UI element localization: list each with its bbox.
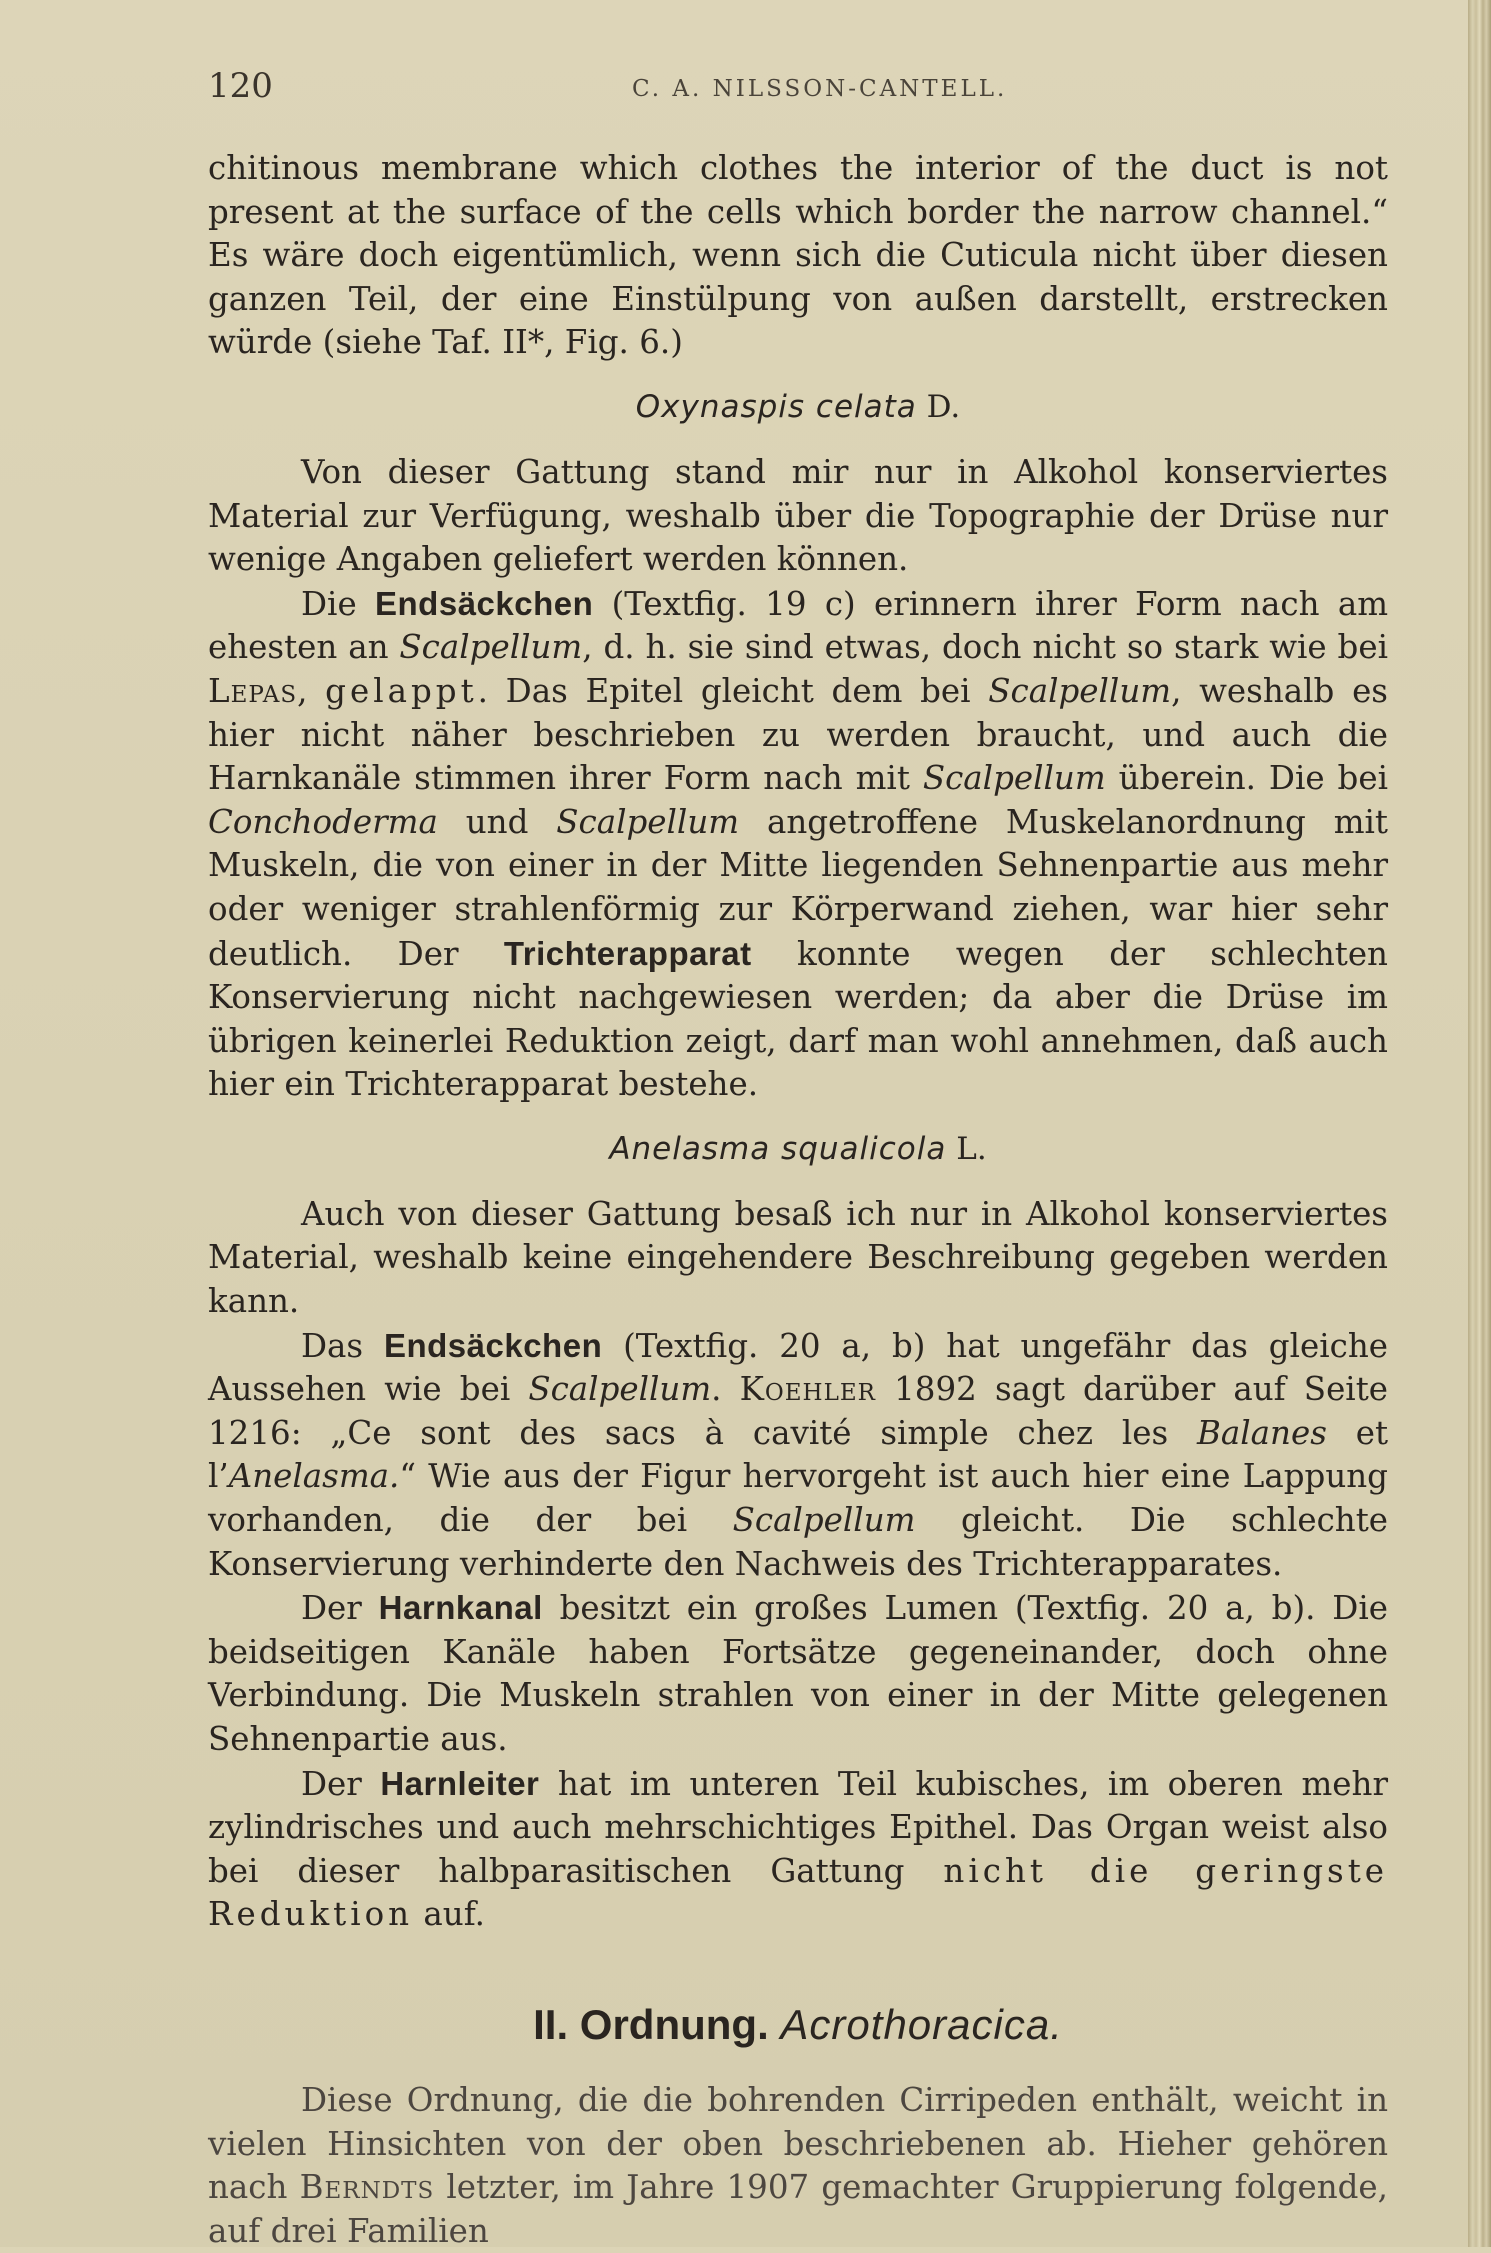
text-run: besitzt ein großes Lumen (Textfig. 20 a, b). Die beidseitigen Kanäle haben Fortsätze gegeneinander, doch ohne Verbindung. Die Muskeln strahlen von einer in der Mitte gelegenen Sehnenpartie aus. — [208, 1589, 1388, 1758]
genus-name: Oxynaspis celata — [635, 388, 917, 425]
spaced-emphasis: nicht die geringste Reduktion — [208, 1851, 1388, 1934]
paragraph-harnleiter — [208, 1762, 1388, 1937]
genus-author: D. — [916, 388, 961, 425]
text-run: Der — [301, 1589, 379, 1628]
text-run: letzter, im Jahre 1907 gemachter Gruppierung folgende, auf drei Familien — [208, 2168, 1388, 2250]
section-heading-anelasma — [208, 1128, 1388, 1171]
genus-author: L. — [946, 1130, 987, 1167]
italic-genus: Anelasma. — [228, 1457, 400, 1496]
section-heading-oxynaspis — [208, 386, 1388, 429]
text-run: Der — [301, 1764, 381, 1803]
order-heading — [208, 1999, 1388, 2051]
text-run: , weshalb es hier nicht näher beschrieben zu werden braucht, und auch die Harnkanäle stimmen ihrer Form nach mit — [208, 671, 1388, 798]
paragraph-anelasma-endsaeckchen — [208, 1324, 1388, 1587]
text-run: (Textfig. 20 a, b) hat ungefähr das gleiche Aussehen wie bei — [208, 1326, 1388, 1409]
order-name: Acrothoracica. — [780, 2000, 1063, 2048]
italic-genus: Conchoderma — [208, 802, 438, 841]
term-endsaeckchen: Endsäckchen — [375, 584, 594, 622]
genus-name: Anelasma squalicola — [609, 1130, 947, 1167]
text-run: Die — [301, 584, 376, 623]
text-run: auf. — [413, 1895, 485, 1934]
paragraph-harnkanal — [208, 1586, 1388, 1761]
spaced-emphasis: gelappt — [325, 671, 478, 710]
text-run: Diese Ordnung, die die bohrenden Cirripeden enthält, weicht in vielen Hinsichten von der oben beschriebenen ab. Hieher gehören nach — [208, 2080, 1388, 2207]
text-run: , — [297, 671, 326, 710]
running-head: C. A. NILSSON-CANTELL. — [632, 76, 1008, 102]
small-caps-genus: Lepas — [208, 671, 298, 710]
term-trichterapparat: Trichterapparat — [503, 934, 752, 972]
text-run: , d. h. sie sind etwas, doch nicht so stark wie bei — [582, 628, 1388, 667]
italic-genus: Scalpellum — [556, 802, 740, 841]
paragraph-oxynaspis-intro: Von dieser Gattung stand mir nur in Alkohol konserviertes Material zur Verfügung, weshalb über die Topographie der Drüse nur wenige Angaben geliefert werden können. — [208, 452, 1388, 579]
text-run: . Das Epitel gleicht dem bei — [477, 671, 989, 710]
paragraph-oxynaspis-endsaeckchen — [208, 582, 1388, 1107]
text-run: (Textfig. 19 c) erinnern ihrer Form nach am ehesten an — [208, 584, 1389, 667]
text-run: konnte wegen der schlechten Konservierung nicht nachgewiesen werden; da aber die Drüse im übrigen keinerlei Reduktion zeigt, darf man wohl annehmen, daß auch hier ein Trichterapparat bestehe. — [208, 934, 1388, 1104]
page-edge — [1468, 0, 1491, 2247]
italic-genus: Scalpellum — [732, 1501, 916, 1540]
body-text — [208, 147, 1388, 2253]
text-run: et l’ — [208, 1413, 1389, 1496]
text-run: hat im unteren Teil kubisches, im oberen mehr zylindrisches und auch mehrschichtiges Epithel. Das Organ weist also bei dieser halbparasitischen Gattung — [208, 1764, 1388, 1890]
paragraph-acrothoracica — [208, 2079, 1388, 2253]
term-harnleiter: Harnleiter — [380, 1764, 540, 1802]
italic-genus: Scalpellum — [922, 759, 1106, 798]
page-header — [208, 66, 1388, 116]
italic-genus: Scalpellum — [988, 671, 1172, 710]
small-caps-author: Koehler — [739, 1370, 876, 1409]
text-run: “ Wie aus der Figur hervorgeht ist auch hier eine Lappung vorhanden, die der bei — [208, 1457, 1388, 1540]
page-number: 120 — [208, 66, 273, 106]
italic-genus: Scalpellum — [399, 628, 583, 667]
paragraph-continuation: chitinous membrane which clothes the interior of the duct is not present at the surface of the cells which border the narrow channel.“ Es wäre doch eigentümlich, wenn sich die Cuticula nicht über diesen ganzen Teil, der eine Einstülpung von außen darstellt, erstrecken würde (siehe Taf. II*, Fig. 6.) — [208, 149, 1388, 362]
term-harnkanal: Harnkanal — [378, 1589, 543, 1627]
text-run: Das — [301, 1326, 384, 1365]
paragraph-anelasma-intro: Auch von dieser Gattung besaß ich nur in Alkohol konserviertes Material, weshalb keine eingehendere Beschreibung gegeben werden kann. — [208, 1194, 1388, 1321]
italic-genus: Balanes — [1197, 1413, 1327, 1452]
text-run: angetroffene Muskelanordnung mit Muskeln, die von einer in der Mitte liegenden Sehnenpartie aus mehr oder weniger strahlenförmig zur Körperwand ziehen, war hier sehr deutlich. Der — [208, 802, 1388, 973]
term-endsaeckchen: Endsäckchen — [383, 1326, 603, 1364]
order-number: II. Ordnung. — [533, 2000, 781, 2048]
text-run: . — [711, 1370, 740, 1409]
text-run: gleicht. Die schlechte Konservierung verhinderte den Nachweis des Trichterapparates. — [208, 1501, 1388, 1583]
text-run: überein. Die bei — [1105, 759, 1388, 798]
small-caps-author: Berndts — [299, 2168, 435, 2207]
text-run: 1892 sagt darüber auf Seite 1216: „Ce sont des sacs à cavité simple chez les — [208, 1370, 1388, 1452]
italic-genus: Scalpellum — [528, 1370, 712, 1409]
text-run: und — [437, 802, 557, 841]
